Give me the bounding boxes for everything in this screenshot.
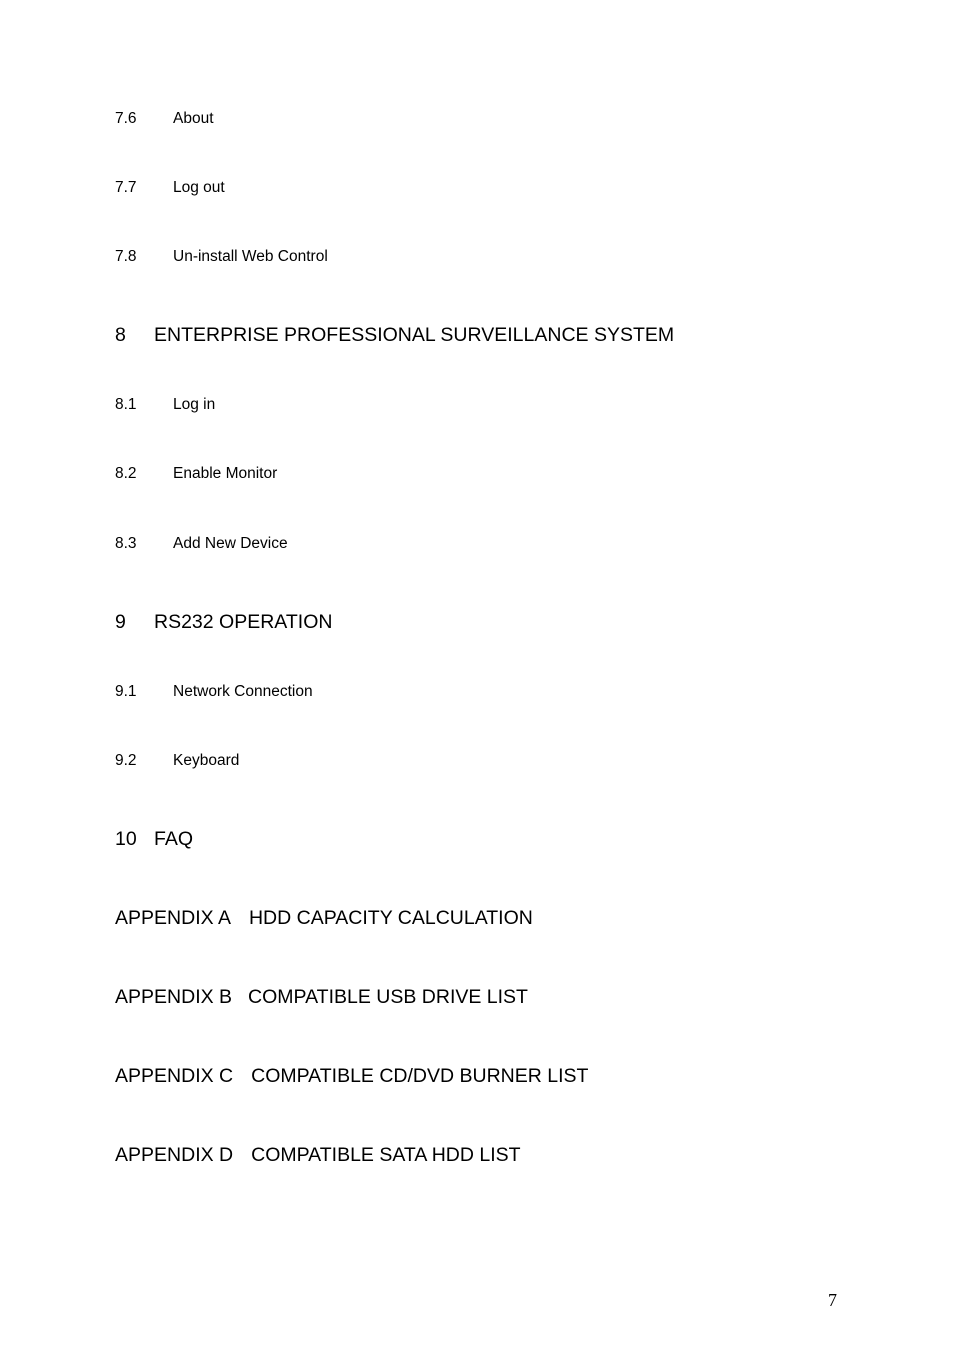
section-title: About [173,110,214,127]
section-title: Log in [173,396,216,413]
appendix-label: APPENDIX D [115,1144,234,1166]
toc-entry-appendix-d [115,1146,521,1166]
section-number: 7.8 [115,248,137,265]
appendix-title: HDD CAPACITY CALCULATION [248,907,533,929]
appendix-title: COMPATIBLE USB DRIVE LIST [248,986,528,1008]
appendix-title: COMPATIBLE SATA HDD LIST [251,1144,521,1166]
toc-entry-9 [115,613,332,633]
chapter-title: ENTERPRISE PROFESSIONAL SURVEILLANCE SYSTEM [154,324,675,346]
toc-entry-9-1 [115,684,313,700]
section-title: Add New Device [173,535,288,552]
section-title: Un-install Web Control [173,248,328,265]
section-number: 7.7 [115,179,137,196]
section-number: 8.3 [115,535,137,552]
section-number: 8.2 [115,465,137,482]
toc-entry-8-2 [115,466,277,482]
toc-entry-7-6 [115,111,214,127]
section-title: Keyboard [173,752,240,769]
section-number: 9.1 [115,683,137,700]
chapter-title: RS232 OPERATION [154,611,333,633]
toc-entry-8-1 [115,397,215,413]
section-title: Log out [173,179,225,196]
chapter-number: 10 [115,828,137,850]
section-title: Network Connection [173,683,313,700]
toc-entry-7-8 [115,249,328,265]
page-number: 7 [828,1290,837,1310]
toc-entry-appendix-a [115,909,533,929]
section-number: 7.6 [115,110,137,127]
toc-entry-9-2 [115,753,239,769]
appendix-title: COMPATIBLE CD/DVD BURNER LIST [251,1065,589,1087]
chapter-number: 9 [115,611,126,633]
appendix-label: APPENDIX B [115,986,233,1008]
appendix-label: APPENDIX C [115,1065,234,1087]
toc-entry-appendix-b [115,988,528,1008]
toc-entry-8 [115,326,674,346]
chapter-title: FAQ [154,828,194,850]
toc-entry-10 [115,830,193,850]
section-number: 8.1 [115,396,137,413]
appendix-label: APPENDIX A [115,907,231,929]
chapter-number: 8 [115,324,126,346]
toc-entry-appendix-c [115,1067,588,1087]
toc-entry-8-3 [115,536,288,552]
section-title: Enable Monitor [173,465,278,482]
section-number: 9.2 [115,752,137,769]
toc-entry-7-7 [115,180,225,196]
